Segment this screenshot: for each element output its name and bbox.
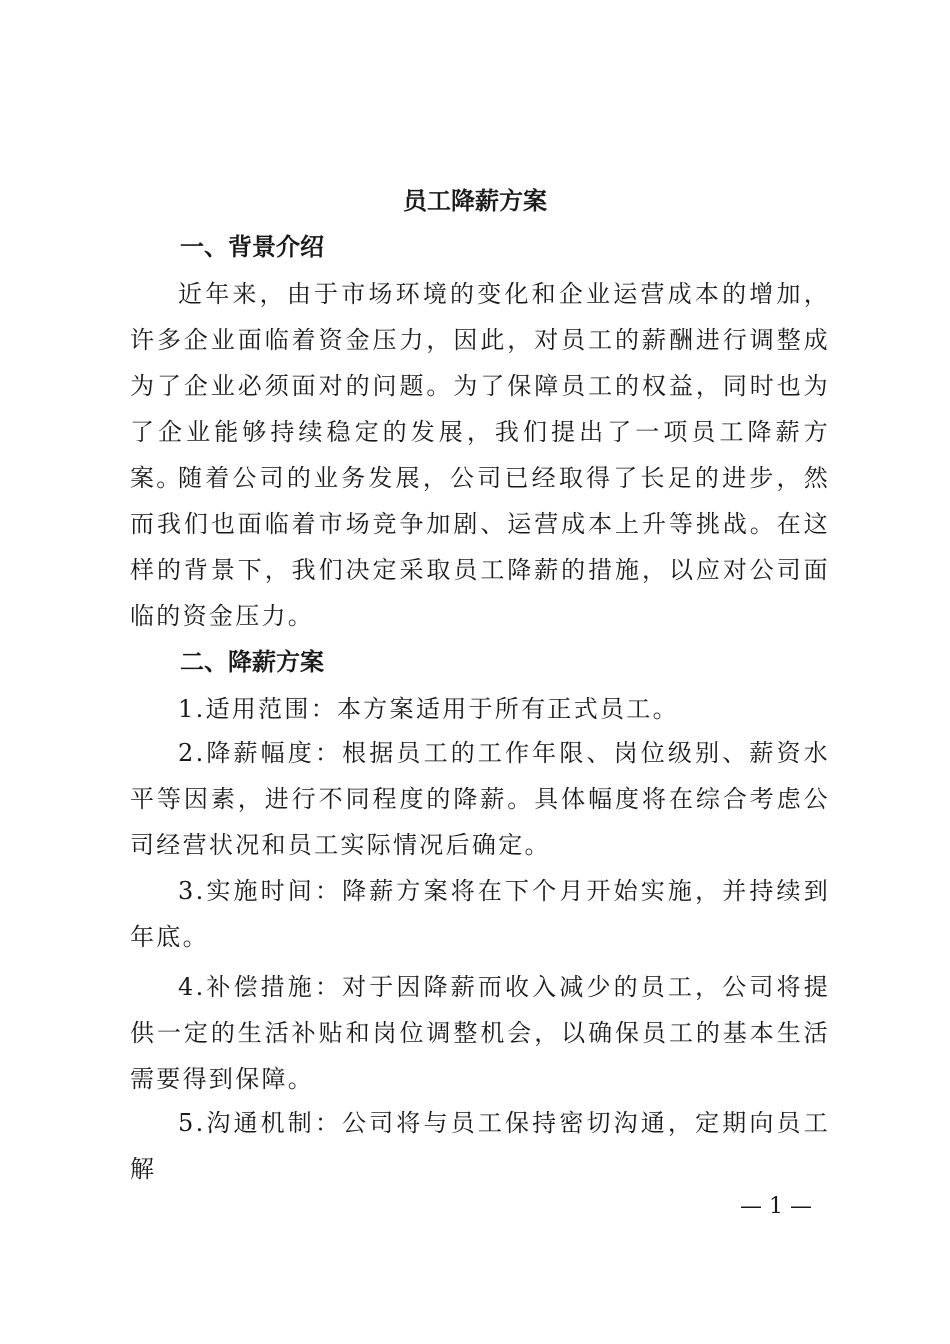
plan-item-compensation: 4.补偿措施：对于因降薪而收入减少的员工，公司将提供一定的生活补贴和岗位调整机会，以确保员工的基本生活需要得到保障。 bbox=[130, 973, 830, 1093]
plan-item-scope: 1.适用范围：本方案适用于所有正式员工。 bbox=[178, 695, 679, 723]
paragraph-background-1: 近年来，由于市场环境的变化和企业运营成本的增加，许多企业面临着资金压力，因此，对员工的薪酬进行调整成为了企业必须面对的问题。为了保障员工的权益，同时也为了企业能够持续稳定的发展，我们提出了一项员工降薪方案。 bbox=[130, 280, 830, 492]
section-heading-background: 一、背景介绍 bbox=[180, 232, 324, 261]
plan-item-communication: 5.沟通机制：公司将与员工保持密切沟通，定期向员工解 bbox=[130, 1109, 830, 1183]
plan-item-timing: 3.实施时间：降薪方案将在下个月开始实施，并持续到年底。 bbox=[130, 877, 830, 951]
page-number: — 1 — bbox=[740, 1194, 812, 1219]
plan-item-amount: 2.降薪幅度：根据员工的工作年限、岗位级别、薪资水平等因素，进行不同程度的降薪。具体幅度将在综合考虑公司经营状况和员工实际情况后确定。 bbox=[130, 739, 830, 859]
section-heading-plan: 二、降薪方案 bbox=[180, 647, 324, 676]
document-title: 员工降薪方案 bbox=[403, 186, 547, 215]
paragraph-background-2: 随着公司的业务发展，公司已经取得了长足的进步，然而我们也面临着市场竞争加剧、运营成本上升等挑战。在这样的背景下，我们决定采取员工降薪的措施，以应对公司面临的资金压力。 bbox=[130, 464, 830, 630]
